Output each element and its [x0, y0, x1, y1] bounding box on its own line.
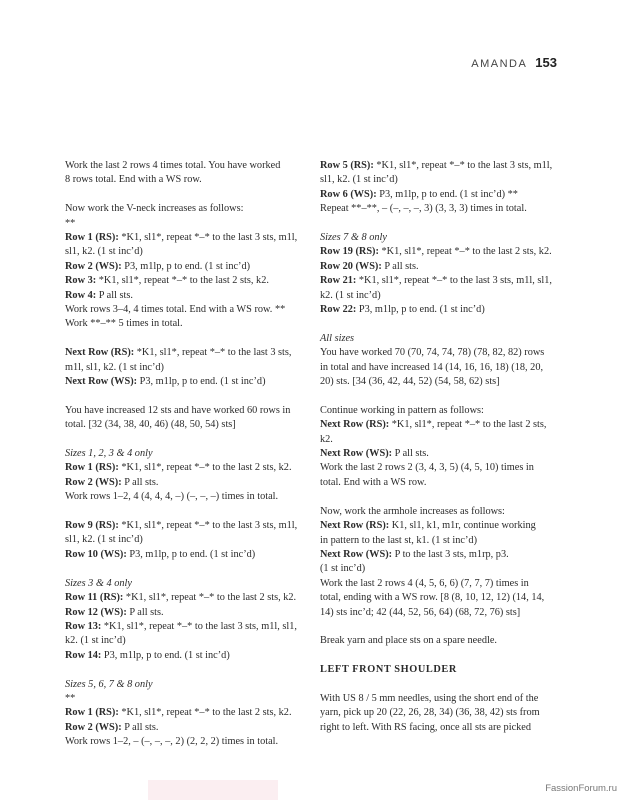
- instruction-text: *K1, sl1*, repeat *–* to the last 2 sts, k2.: [123, 592, 297, 604]
- text-line: [320, 692, 568, 706]
- instruction-text: P all sts.: [126, 606, 164, 618]
- size-heading: Sizes 1, 2, 3 & 4 only: [65, 448, 153, 460]
- text-line: [320, 606, 568, 620]
- text-line: [320, 260, 568, 274]
- text-line: [320, 447, 568, 461]
- row-label: Row 14:: [65, 649, 102, 661]
- section-heading: LEFT FRONT SHOULDER: [320, 664, 457, 676]
- text-line: [320, 173, 568, 187]
- text-line: [65, 274, 310, 288]
- page-number: 153: [535, 55, 557, 70]
- text-line: [320, 361, 568, 375]
- row-label: Row 5 (RS):: [320, 160, 374, 171]
- paragraph: [65, 519, 310, 562]
- text-line: [65, 173, 310, 187]
- text-line: [65, 548, 310, 562]
- instruction-text: k2.: [320, 433, 333, 445]
- text-line: [320, 721, 568, 735]
- instruction-text: Work the last 2 rows 4 (4, 5, 6, 6) (7, 7, 7) times in: [320, 577, 529, 589]
- instruction-text: right to left. With RS facing, once all sts are picked: [320, 721, 532, 733]
- text-line: [65, 519, 310, 533]
- instruction-text: sl1, k2. (1 st inc’d): [65, 246, 143, 258]
- instruction-text: K1, sl1, k1, m1r, continue working: [389, 520, 536, 532]
- instruction-text: in total and have increased 14 (14, 16, 16, 18) (18, 20,: [320, 361, 544, 373]
- instruction-text: total. End with a WS row.: [320, 476, 427, 488]
- text-line: [65, 418, 310, 432]
- paragraph: [320, 231, 568, 317]
- row-label: Next Row (WS):: [320, 548, 393, 560]
- paragraph: [65, 577, 310, 663]
- instruction-text: Now work the V-neck increases as follows:: [65, 203, 244, 215]
- row-label: Next Row (RS):: [320, 520, 390, 532]
- instruction-text: total, ending with a WS row. [8 (8, 10, 12, 12) (14, 14,: [320, 592, 545, 604]
- row-label: Row 1 (RS):: [65, 232, 119, 244]
- instruction-text: P3, m1lp, p to end. (1 st inc’d): [101, 649, 230, 661]
- left-column: [65, 159, 310, 764]
- text-line: [320, 577, 568, 591]
- text-line: [65, 721, 310, 735]
- text-line: [320, 519, 568, 533]
- text-line: [65, 159, 310, 173]
- instruction-text: With US 8 / 5 mm needles, using the short end of the: [320, 692, 539, 704]
- text-line: [320, 289, 568, 303]
- size-heading: Sizes 3 & 4 only: [65, 577, 132, 589]
- text-line: [65, 461, 310, 475]
- decorative-bar: [148, 780, 278, 800]
- row-label: Row 21:: [320, 275, 357, 287]
- instruction-text: Work rows 1–2, 4 (4, 4, 4, –) (–, –, –) times in total.: [65, 491, 279, 503]
- row-label: Row 11 (RS):: [65, 592, 124, 604]
- instruction-text: You have worked 70 (70, 74, 74, 78) (78, 82, 82) rows: [320, 347, 545, 359]
- text-line: [65, 260, 310, 274]
- paragraph: [320, 159, 568, 217]
- instruction-text: *K1, sl1*, repeat *–* to the last 2 sts, k2.: [378, 246, 552, 258]
- text-line: [320, 303, 568, 317]
- paragraph: [65, 159, 310, 188]
- text-line: [65, 533, 310, 547]
- instruction-text: P3, m1lp, p to end. (1 st inc’d) **: [376, 188, 518, 200]
- paragraph: [65, 447, 310, 505]
- row-label: Row 2 (WS):: [65, 721, 122, 733]
- instruction-text: Work the last 2 rows 2 (3, 4, 3, 5) (4, 5, 10) times in: [320, 462, 534, 474]
- row-label: Row 6 (WS):: [320, 188, 377, 200]
- instruction-text: P3, m1lp, p to end. (1 st inc’d): [121, 260, 251, 272]
- instruction-text: *K1, sl1*, repeat *–* to the last 2 sts,: [389, 419, 547, 431]
- paragraph: [65, 678, 310, 750]
- instruction-text: k2. (1 st inc’d): [65, 635, 126, 647]
- paragraph: [320, 404, 568, 490]
- text-line: [320, 634, 568, 648]
- instruction-text: Now, work the armhole increases as follows:: [320, 505, 505, 517]
- text-line: [320, 274, 568, 288]
- instruction-text: m1l, sl1, k2. (1 st inc’d): [65, 361, 164, 373]
- text-line: [65, 361, 310, 375]
- instruction-text: Continue working in pattern as follows:: [320, 404, 484, 416]
- instruction-text: P3, m1lp, p to end. (1 st inc’d): [356, 304, 485, 316]
- row-label: Row 12 (WS):: [65, 606, 127, 618]
- instruction-text: P all sts.: [381, 260, 419, 272]
- instruction-text: P all sts.: [392, 448, 429, 460]
- instruction-text: (1 st inc’d): [320, 563, 366, 575]
- text-line: [65, 678, 310, 692]
- instruction-text: Work rows 3–4, 4 times total. End with a WS row. **: [65, 304, 286, 316]
- text-line: [320, 231, 568, 245]
- text-line: [65, 303, 310, 317]
- instruction-text: *K1, sl1*, repeat *–* to the last 3 sts, m1l, sl1,: [101, 620, 297, 632]
- text-line: [65, 245, 310, 259]
- row-label: Row 20 (WS):: [320, 260, 382, 272]
- text-line: [320, 418, 568, 432]
- row-label: Next Row (RS):: [65, 347, 135, 359]
- paragraph: [65, 202, 310, 332]
- paragraph: [320, 634, 568, 648]
- instruction-text: Work rows 1–2, – (–, –, –, 2) (2, 2, 2) times in total.: [65, 736, 279, 748]
- text-line: [320, 548, 568, 562]
- text-line: [65, 577, 310, 591]
- instruction-text: Work the last 2 rows 4 times total. You have worked: [65, 160, 281, 171]
- text-line: [65, 346, 310, 360]
- text-line: [65, 217, 310, 231]
- size-heading: All sizes: [320, 332, 355, 344]
- row-label: Next Row (RS):: [320, 419, 390, 431]
- row-label: Row 4:: [65, 289, 97, 301]
- text-line: [320, 245, 568, 259]
- paragraph: [320, 332, 568, 390]
- right-column: [320, 159, 568, 750]
- instruction-text: in pattern to the last st, k1. (1 st inc’d): [320, 534, 477, 546]
- instruction-text: *K1, sl1*, repeat *–* to the last 3 sts,: [134, 347, 292, 359]
- row-label: Next Row (WS):: [65, 376, 138, 388]
- instruction-text: yarn, pick up 20 (22, 26, 28, 34) (36, 38, 42) sts from: [320, 707, 540, 719]
- size-heading: Sizes 5, 6, 7 & 8 only: [65, 678, 153, 690]
- instruction-text: P all sts.: [96, 289, 133, 301]
- instruction-text: *K1, sl1*, repeat *–* to the last 2 sts, k2.: [118, 462, 292, 474]
- row-label: Row 3:: [65, 275, 97, 287]
- text-line: [320, 159, 568, 173]
- row-label: Row 9 (RS):: [65, 520, 119, 532]
- instruction-text: P all sts.: [121, 476, 159, 488]
- text-line: [320, 706, 568, 720]
- instruction-text: *K1, sl1*, repeat *–* to the last 3 sts, m1l, sl1,: [356, 275, 552, 287]
- paragraph: [320, 505, 568, 620]
- text-line: [320, 505, 568, 519]
- paragraph: [65, 404, 310, 433]
- instruction-text: 20) sts. [34 (36, 42, 44, 52) (54, 58, 62) sts]: [320, 376, 500, 388]
- instruction-text: sl1, k2. (1 st inc’d): [65, 534, 143, 546]
- text-line: [320, 202, 568, 216]
- text-line: [65, 706, 310, 720]
- instruction-text: *K1, sl1*, repeat *–* to the last 3 sts, m1l,: [373, 160, 553, 171]
- instruction-text: P3, m1lp, p to end. (1 st inc’d): [126, 548, 256, 560]
- row-label: Row 1 (RS):: [65, 462, 119, 474]
- page-header: [471, 55, 557, 70]
- text-line: [65, 289, 310, 303]
- paragraph: [320, 692, 568, 735]
- text-line: [320, 591, 568, 605]
- instruction-text: P all sts.: [121, 721, 159, 733]
- size-heading: Sizes 7 & 8 only: [320, 232, 387, 244]
- instruction-text: P to the last 3 sts, m1rp, p3.: [392, 548, 509, 560]
- watermark: FassionForum.ru: [545, 783, 617, 794]
- instruction-text: 14) sts inc’d; 42 (44, 52, 56, 64) (68, 72, 76) sts]: [320, 606, 521, 618]
- instruction-text: k2. (1 st inc’d): [320, 289, 381, 301]
- text-line: [65, 692, 310, 706]
- instruction-text: **: [65, 692, 76, 704]
- row-label: Row 22:: [320, 304, 357, 316]
- text-line: [320, 476, 568, 490]
- text-line: [320, 188, 568, 202]
- text-line: [65, 606, 310, 620]
- text-line: [320, 562, 568, 576]
- text-line: [320, 346, 568, 360]
- instruction-text: Repeat **–**, – (–, –, –, 3) (3, 3, 3) times in total.: [320, 203, 527, 215]
- instruction-text: sl1, k2. (1 st inc’d): [320, 174, 398, 186]
- text-line: [320, 375, 568, 389]
- instruction-text: You have increased 12 sts and have worked 60 rows in: [65, 404, 291, 416]
- text-line: [65, 447, 310, 461]
- text-line: [65, 490, 310, 504]
- text-line: [65, 202, 310, 216]
- text-line: [320, 433, 568, 447]
- text-line: [320, 332, 568, 346]
- text-line: [65, 231, 310, 245]
- instruction-text: 8 rows total. End with a WS row.: [65, 174, 202, 186]
- text-line: [320, 534, 568, 548]
- row-label: Row 10 (WS):: [65, 548, 127, 560]
- row-label: Row 1 (RS):: [65, 707, 119, 719]
- row-label: Row 13:: [65, 620, 102, 632]
- row-label: Row 2 (WS):: [65, 260, 122, 272]
- row-label: Row 19 (RS):: [320, 246, 379, 258]
- text-line: [65, 620, 310, 634]
- row-label: Next Row (WS):: [320, 448, 393, 460]
- text-line: [320, 404, 568, 418]
- row-label: Row 2 (WS):: [65, 476, 122, 488]
- text-line: [320, 461, 568, 475]
- text-line: [65, 375, 310, 389]
- instruction-text: *K1, sl1*, repeat *–* to the last 3 sts, m1l,: [118, 232, 298, 244]
- pattern-name: AMANDA: [471, 58, 528, 70]
- instruction-text: *K1, sl1*, repeat *–* to the last 3 sts, m1l,: [118, 520, 298, 532]
- text-line: [65, 634, 310, 648]
- text-line: [65, 649, 310, 663]
- instruction-text: *K1, sl1*, repeat *–* to the last 2 sts, k2.: [96, 275, 269, 287]
- text-line: [65, 591, 310, 605]
- text-line: [65, 317, 310, 331]
- instruction-text: *K1, sl1*, repeat *–* to the last 2 sts, k2.: [118, 707, 292, 719]
- instruction-text: **: [65, 217, 76, 229]
- text-line: [65, 404, 310, 418]
- instruction-text: Work **–** 5 times in total.: [65, 318, 183, 330]
- instruction-text: P3, m1lp, p to end. (1 st inc’d): [137, 376, 266, 388]
- text-line: [65, 476, 310, 490]
- text-line: [65, 735, 310, 749]
- instruction-text: total. [32 (34, 38, 40, 46) (48, 50, 54) sts]: [65, 419, 236, 431]
- instruction-text: Break yarn and place sts on a spare needle.: [320, 635, 497, 647]
- paragraph: [65, 346, 310, 389]
